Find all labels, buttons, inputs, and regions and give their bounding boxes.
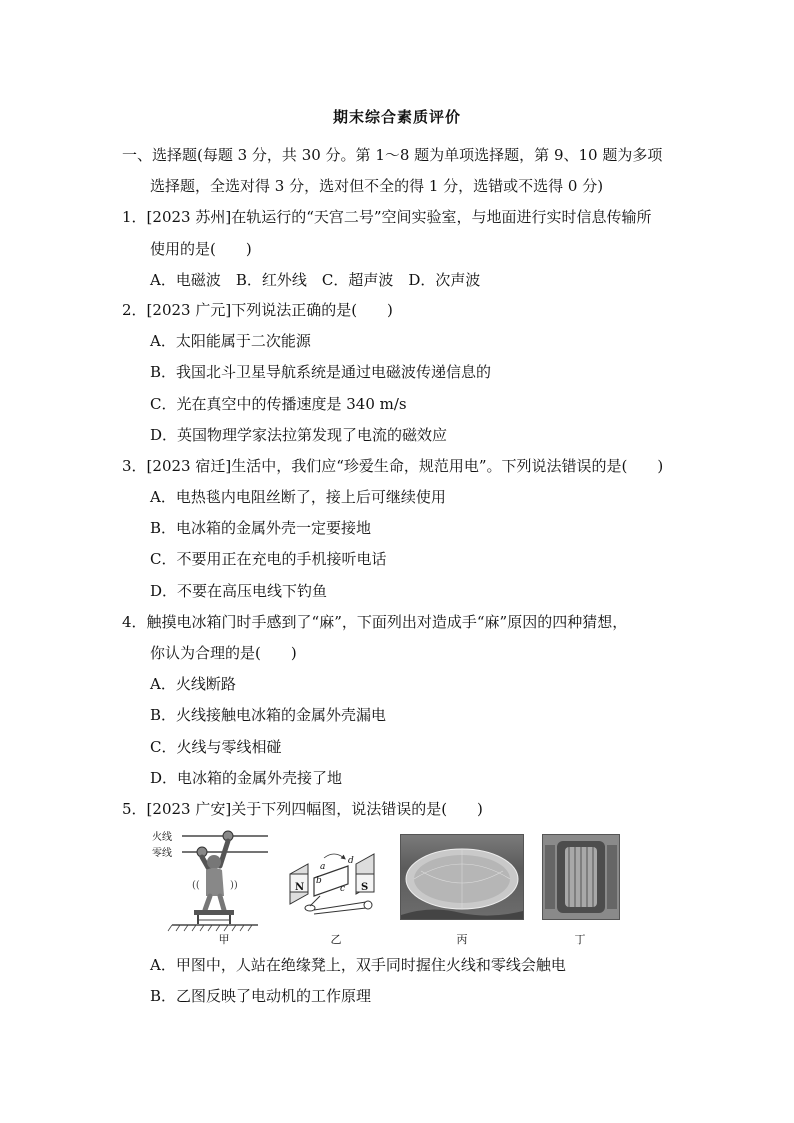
q2-stem: 2．[2023 广元]下列说法正确的是( ) xyxy=(122,301,393,319)
q4-option-d: D．电冰箱的金属外壳接了地 xyxy=(150,769,343,787)
q3-stem: 3．[2023 宿迁]生活中，我们应“珍爱生命，规范用电”。下列说法错误的是( ) xyxy=(122,457,664,475)
q5-option-b: B．乙图反映了电动机的工作原理 xyxy=(150,987,372,1005)
q2-option-c: C．光在真空中的传播速度是 340 m/s xyxy=(150,395,407,413)
q5-option-a: A．甲图中，人站在绝缘凳上，双手同时握住火线和零线会触电 xyxy=(150,956,566,974)
neutral-wire-label: 零线 xyxy=(152,848,172,859)
coil-label-d: d xyxy=(348,856,354,866)
q2-option-d: D．英国物理学家法拉第发现了电流的磁效应 xyxy=(150,426,448,444)
q4-stem-line1: 4．触摸电冰箱门时手感到了“麻”，下面列出对造成手“麻”原因的四种猜想， xyxy=(122,613,628,631)
section-heading-line1: 一、选择题(每题 3 分，共 30 分。第 1～8 题为单项选择题，第 9、10 题为多项 xyxy=(122,146,663,164)
coil-label-a: a xyxy=(320,862,326,872)
figure-bing xyxy=(400,826,524,948)
motor-coil-diagram xyxy=(286,826,386,926)
q4-option-c: C．火线与零线相碰 xyxy=(150,738,282,756)
q1-stem-line2: 使用的是( ) xyxy=(150,240,252,258)
figure-jia-caption: 甲 xyxy=(218,933,230,946)
figure-bing-caption: 丙 xyxy=(456,933,468,946)
q1-stem-line1: 1．[2023 苏州]在轨运行的“天宫二号”空间实验室，与地面进行实时信息传输所 xyxy=(122,208,652,226)
magnet-s-label: S xyxy=(361,882,369,893)
q5-figures xyxy=(150,826,670,948)
q4-option-a: A．火线断路 xyxy=(150,675,236,693)
magnet-n-label: N xyxy=(295,882,305,893)
coil-label-c: c xyxy=(340,884,346,894)
radio-telescope-photo xyxy=(400,834,524,920)
page-title: 期末综合素质评价 xyxy=(332,108,461,126)
q4-stem-line2: 你认为合理的是( ) xyxy=(150,644,297,662)
q2-option-a: A．太阳能属于二次能源 xyxy=(150,332,311,350)
tokamak-photo xyxy=(542,834,620,920)
q2-option-b: B．我国北斗卫星导航系统是通过电磁波传递信息的 xyxy=(150,363,492,381)
q3-option-a: A．电热毯内电阻丝断了，接上后可继续使用 xyxy=(150,488,446,506)
q4-option-b: B．火线接触电冰箱的金属外壳漏电 xyxy=(150,706,387,724)
figure-ding xyxy=(542,826,620,948)
figure-jia xyxy=(150,826,268,948)
section-heading-line2: 选择题，全选对得 3 分，选对但不全的得 1 分，选错或不选得 0 分) xyxy=(150,177,604,195)
q5-stem: 5．[2023 广安]关于下列四幅图，说法错误的是( ) xyxy=(122,800,483,818)
svg-text:)): )) xyxy=(230,880,238,891)
q3-option-b: B．电冰箱的金属外壳一定要接地 xyxy=(150,519,372,537)
q1-options: A．电磁波 B．红外线 C．超声波 D．次声波 xyxy=(150,271,481,289)
coil-label-b: b xyxy=(316,876,322,886)
q3-option-d: D．不要在高压电线下钓鱼 xyxy=(150,582,328,600)
q3-option-c: C．不要用正在充电的手机接听电话 xyxy=(150,550,387,568)
live-wire-label: 火线 xyxy=(152,832,172,843)
figure-yi xyxy=(286,826,386,948)
svg-text:((: (( xyxy=(192,880,200,891)
figure-ding-caption: 丁 xyxy=(574,933,586,946)
figure-yi-caption: 乙 xyxy=(330,933,342,946)
